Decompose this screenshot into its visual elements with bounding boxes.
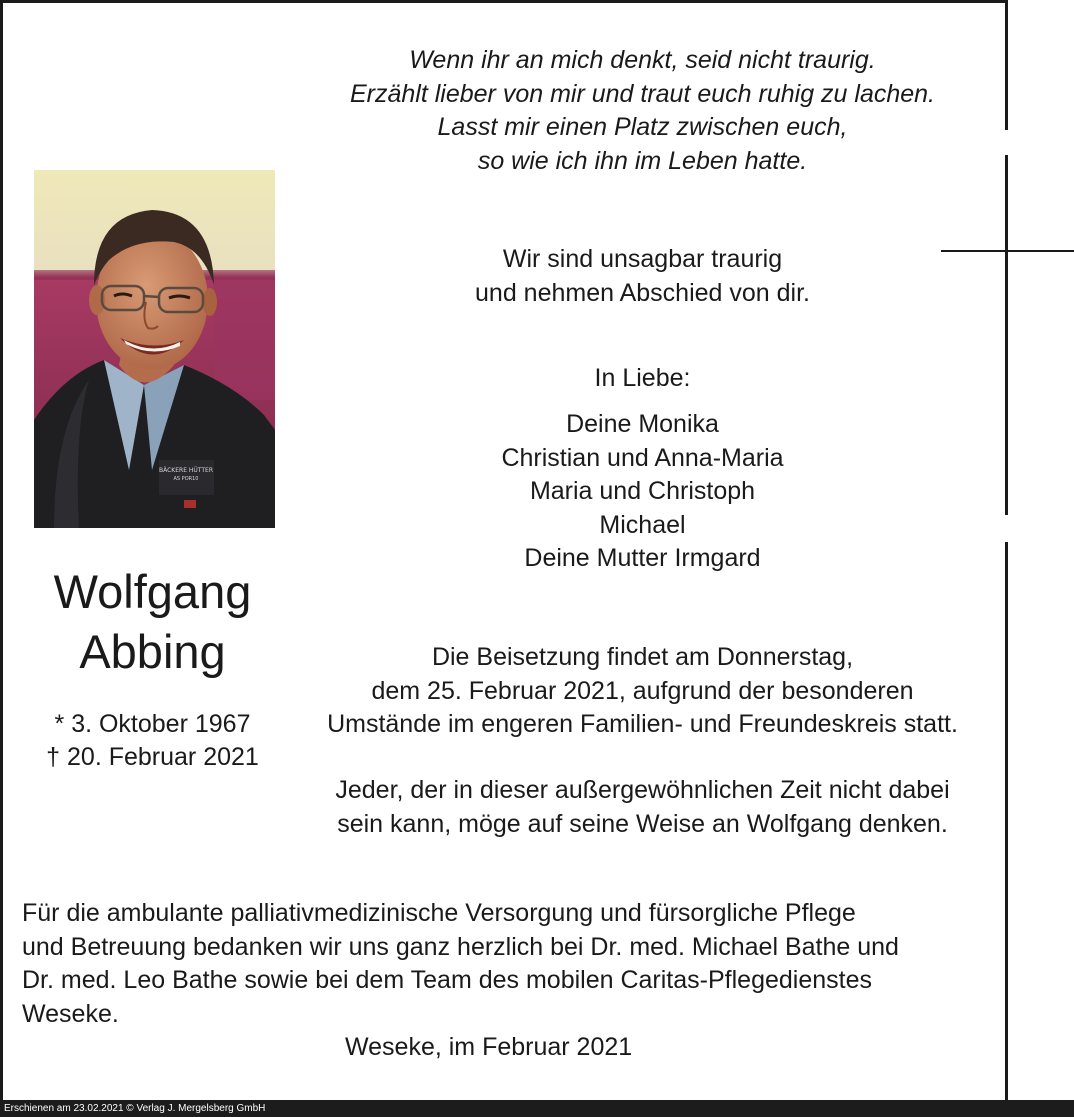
shirt-logo-text: BÄCKERE HÜTTER — [159, 467, 213, 474]
funeral-line: Umstände im engeren Familien- und Freundeskreis statt. — [327, 710, 958, 738]
thanks-line: und Betreuung bedanken wir uns ganz herzlich bei Dr. med. Michael Bathe und — [22, 932, 899, 961]
portrait-illustration — [34, 170, 275, 528]
poem-line: Lasst mir einen Platz zwischen euch, — [437, 113, 848, 141]
remembrance-text — [310, 774, 975, 841]
portrait-photo — [34, 170, 275, 528]
mourner-name: Michael — [599, 510, 686, 539]
deceased-name — [30, 562, 275, 682]
farewell-line: und nehmen Abschied von dir. — [475, 278, 810, 307]
frame-right-border-segment — [1005, 542, 1008, 1100]
birth-date: * 3. Oktober 1967 — [54, 710, 251, 738]
farewell-text — [310, 243, 975, 310]
mourner-name: Christian und Anna-Maria — [501, 443, 784, 472]
remembrance-line: Jeder, der in dieser außergewöhnlichen Zeit nicht dabei — [335, 776, 950, 804]
love-heading: In Liebe: — [594, 364, 691, 392]
mourner-name: Maria und Christoph — [529, 477, 756, 505]
thanks-line: Dr. med. Leo Bathe sowie bei dem Team des mobilen Caritas-Pflegedienstes — [22, 966, 872, 994]
remembrance-line: sein kann, möge auf seine Weise an Wolfgang denken. — [337, 809, 948, 838]
shirt-logo-text: AS POR10 — [173, 476, 199, 482]
mourner-name: Deine Monika — [566, 410, 719, 438]
funeral-notice — [310, 641, 975, 742]
mourners-list — [310, 408, 975, 576]
mourner-name: Deine Mutter Irmgard — [524, 544, 761, 572]
poem-line: Erzählt lieber von mir und traut euch ruhig zu lachen. — [349, 79, 936, 108]
frame-left-border — [0, 0, 3, 1100]
thanks-paragraph — [22, 897, 997, 1031]
funeral-line: Die Beisetzung findet am Donnerstag, — [431, 643, 854, 671]
death-date: † 20. Februar 2021 — [46, 743, 259, 771]
thanks-line: Für die ambulante palliativmedizinische Versorgung und fürsorgliche Pflege — [22, 899, 856, 927]
cross-vertical-beam — [1005, 155, 1008, 515]
frame-right-border-segment — [1005, 0, 1008, 130]
publication-footer: Erschienen am 23.02.2021 © Verlag J. Mergelsberg GmbH — [0, 1100, 1074, 1117]
life-dates — [30, 708, 275, 774]
funeral-line: dem 25. Februar 2021, aufgrund der besonderen — [371, 676, 914, 705]
poem-line: so wie ich ihn im Leben hatte. — [477, 146, 808, 175]
deceased-first-name: Wolfgang — [53, 565, 252, 618]
thanks-line: Weseke. — [22, 999, 119, 1028]
farewell-line: Wir sind unsagbar traurig — [502, 245, 783, 273]
place-and-date: Weseke, im Februar 2021 — [345, 1033, 633, 1061]
poem — [310, 44, 975, 178]
deceased-last-name: Abbing — [79, 625, 226, 678]
poem-line: Wenn ihr an mich denkt, seid nicht traurig. — [409, 46, 876, 74]
frame-top-border — [0, 0, 1008, 3]
